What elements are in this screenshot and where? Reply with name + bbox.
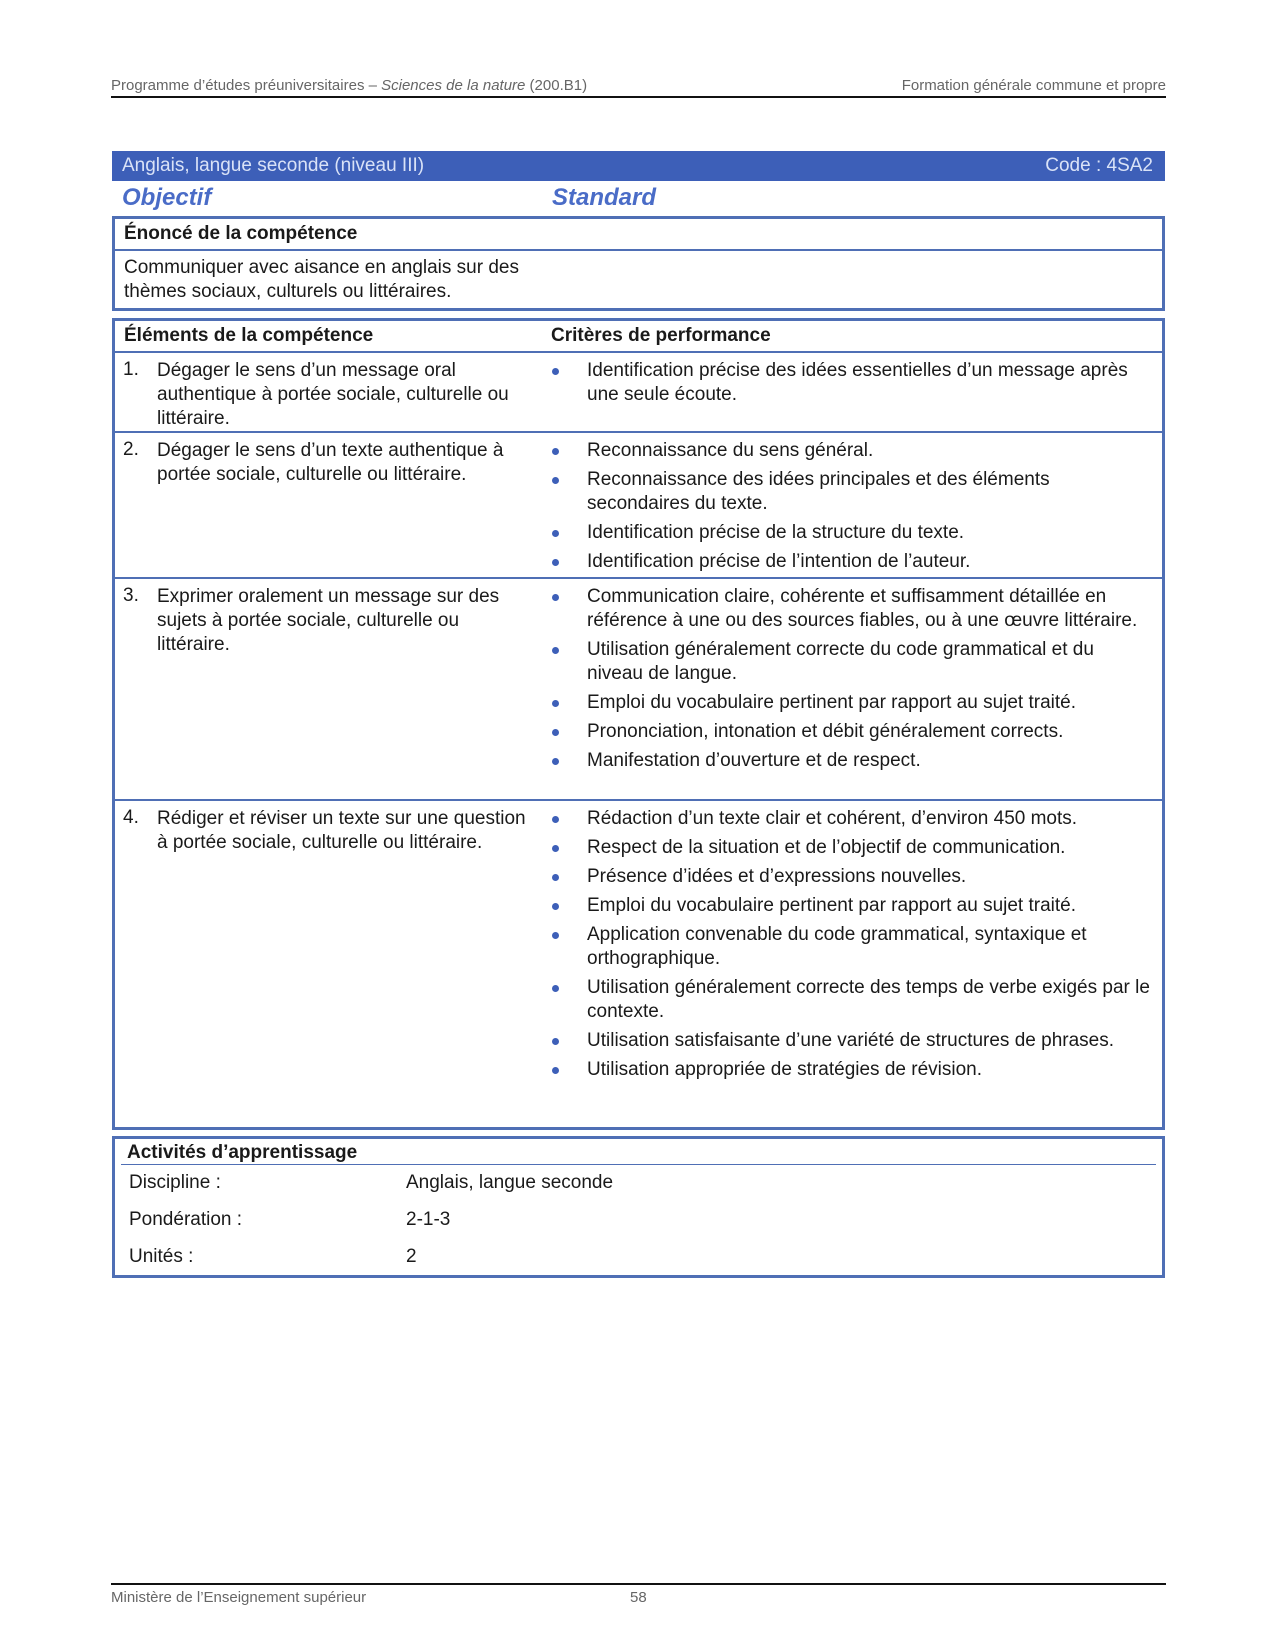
list-item (550, 807, 1150, 831)
list-item (550, 894, 1150, 918)
criterion-text: Communication claire, cohérente et suffisamment détaillée en référence à une ou des sources fiables, ou à une œuvre littéraire. (587, 586, 1138, 631)
criterion-text: Reconnaissance des idées principales et des éléments secondaires du texte. (587, 469, 1050, 514)
element-number: 3. (123, 585, 139, 606)
bullet-icon (552, 1038, 559, 1045)
objectif-heading: Objectif (122, 184, 212, 211)
page-number: 58 (630, 1589, 647, 1606)
criterion-text: Respect de la situation et de l’objectif de communication. (587, 837, 1066, 858)
list-item (550, 749, 1150, 773)
criterion-text: Reconnaissance du sens général. (587, 440, 874, 461)
formation-type: Formation générale commune et propre (901, 77, 1166, 94)
criterion-text: Utilisation généralement correcte des temps de verbe exigés par le contexte. (587, 977, 1150, 1022)
bullet-icon (552, 932, 559, 939)
activity-row-discipline (115, 1165, 1162, 1202)
discipline-label: Discipline : (129, 1172, 221, 1193)
criteria-list (550, 359, 1150, 412)
enonce-box (112, 216, 1165, 311)
elements-header-row (115, 321, 1162, 353)
activites-box (112, 1136, 1165, 1278)
bullet-icon (552, 1067, 559, 1074)
criterion-text: Identification précise de l’intention de l’auteur. (587, 551, 971, 572)
course-title-bar (112, 151, 1165, 181)
discipline-value: Anglais, langue seconde (406, 1172, 614, 1193)
criterion-text: Identification précise de la structure du texte. (587, 522, 965, 543)
program-prefix: Programme d’études préuniversitaires – (111, 77, 382, 94)
list-item (550, 468, 1150, 516)
criterion-text: Emploi du vocabulaire pertinent par rapport au sujet traité. (587, 692, 1076, 713)
list-item (550, 865, 1150, 889)
bullet-icon (552, 448, 559, 455)
criterion-text: Prononciation, intonation et débit généralement corrects. (587, 721, 1064, 742)
list-item (550, 585, 1150, 633)
criteria-heading: Critères de performance (551, 325, 771, 346)
enonce-heading: Énoncé de la compétence (115, 219, 1162, 251)
ministry-name: Ministère de l’Enseignement supérieur (111, 1589, 367, 1606)
element-text: Dégager le sens d’un texte authentique à portée sociale, culturelle ou littéraire. (157, 440, 504, 485)
criterion-text: Emploi du vocabulaire pertinent par rapport au sujet traité. (587, 895, 1076, 916)
ponderation-label: Pondération : (129, 1209, 243, 1230)
bullet-icon (552, 845, 559, 852)
bullet-icon (552, 874, 559, 881)
list-item (550, 691, 1150, 715)
list-item (550, 359, 1150, 407)
list-item (550, 720, 1150, 744)
table-row (115, 579, 1162, 801)
unites-value: 2 (406, 1246, 417, 1267)
list-item (550, 836, 1150, 860)
course-title: Anglais, langue seconde (niveau III) (122, 155, 425, 176)
bullet-icon (552, 816, 559, 823)
bullet-icon (552, 758, 559, 765)
ponderation-value: 2-1-3 (406, 1209, 451, 1230)
element-number: 1. (123, 359, 139, 380)
bullet-icon (552, 729, 559, 736)
program-name: Sciences de la nature (381, 77, 526, 94)
standard-heading: Standard (552, 184, 657, 211)
bullet-icon (552, 559, 559, 566)
activity-row-unites (115, 1239, 1162, 1276)
unites-label: Unités : (129, 1246, 194, 1267)
elements-table (112, 318, 1165, 1130)
bullet-icon (552, 530, 559, 537)
bullet-icon (552, 647, 559, 654)
bullet-icon (552, 594, 559, 601)
criterion-text: Identification précise des idées essentielles d’un message après une seule écoute. (587, 360, 1128, 405)
activity-row-ponderation (115, 1202, 1162, 1239)
criterion-text: Utilisation appropriée de stratégies de révision. (587, 1059, 982, 1080)
list-item (550, 1058, 1150, 1082)
criterion-text: Manifestation d’ouverture et de respect. (587, 750, 921, 771)
bullet-icon (552, 700, 559, 707)
criterion-text: Utilisation satisfaisante d’une variété de structures de phrases. (587, 1030, 1114, 1051)
list-item (550, 439, 1150, 463)
criterion-text: Utilisation généralement correcte du code grammatical et du niveau de langue. (587, 639, 1094, 684)
table-row (115, 433, 1162, 579)
table-row (115, 353, 1162, 433)
list-item (550, 521, 1150, 545)
bullet-icon (552, 368, 559, 375)
element-number: 4. (123, 807, 139, 828)
list-item (550, 923, 1150, 971)
criteria-list (550, 585, 1150, 778)
course-code: Code : 4SA2 (1045, 155, 1153, 176)
page-header (111, 76, 1166, 98)
bullet-icon (552, 477, 559, 484)
criterion-text: Rédaction d’un texte clair et cohérent, d’environ 450 mots. (587, 808, 1078, 829)
element-text: Rédiger et réviser un texte sur une question à portée sociale, culturelle ou littéraire. (157, 808, 526, 853)
elements-heading: Éléments de la compétence (124, 325, 374, 346)
element-text: Dégager le sens d’un message oral authentique à portée sociale, culturelle ou littéraire. (157, 360, 509, 429)
list-item (550, 976, 1150, 1024)
criteria-list (550, 807, 1150, 1087)
list-item (550, 550, 1150, 574)
activites-heading: Activités d’apprentissage (121, 1139, 1156, 1165)
bullet-icon (552, 985, 559, 992)
list-item (550, 638, 1150, 686)
criterion-text: Application convenable du code grammatical, syntaxique et orthographique. (587, 924, 1087, 969)
enonce-text: Communiquer avec aisance en anglais sur des thèmes sociaux, culturels ou littéraires. (124, 257, 519, 302)
program-code: (200.B1) (525, 77, 588, 94)
bullet-icon (552, 903, 559, 910)
criterion-text: Présence d’idées et d’expressions nouvelles. (587, 866, 967, 887)
page-footer (111, 1583, 1166, 1607)
element-text: Exprimer oralement un message sur des sujets à portée sociale, culturelle ou littéraire. (157, 586, 500, 655)
program-title (111, 77, 587, 94)
list-item (550, 1029, 1150, 1053)
element-number: 2. (123, 439, 139, 460)
column-headings (122, 184, 1162, 216)
criteria-list (550, 439, 1150, 579)
table-row (115, 801, 1162, 1125)
